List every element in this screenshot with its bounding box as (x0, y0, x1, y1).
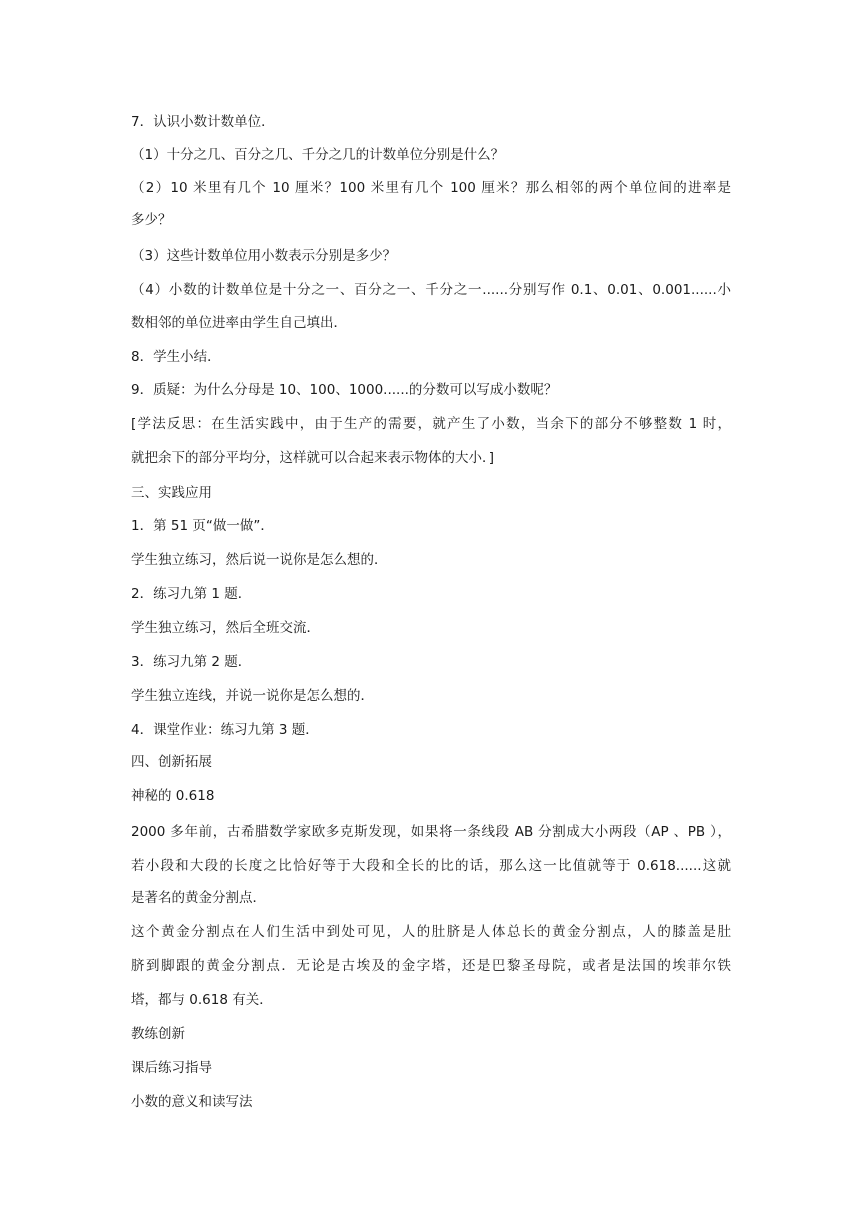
text-line: 小数的意义和读写法 (131, 1094, 253, 1110)
text-line: 若小段和大段的长度之比恰好等于大段和全长的比的话，那么这一比值就等于 0.618......这就 (131, 858, 731, 874)
section-heading: 三、实践应用 (131, 485, 212, 501)
text-line: 多少？ (131, 212, 172, 228)
text-line: 学生独立练习，然后全班交流． (131, 620, 320, 636)
text-line: 2000 多年前，古希腊数学家欧多克斯发现，如果将一条线段 AB 分割成大小两段（AP 、PB ）， (131, 824, 731, 840)
text-line: 学生独立练习，然后说一说你是怎么想的． (131, 552, 388, 568)
text-line: 神秘的 0.618 (131, 788, 215, 804)
text-line: （1）十分之几、百分之几、千分之几的计数单位分别是什么？ (131, 147, 505, 163)
text-line: 脐到脚跟的黄金分割点．无论是古埃及的金字塔，还是巴黎圣母院，或者是法国的埃菲尔铁 (131, 958, 731, 974)
text-line: （2）10 米里有几个 10 厘米？100 米里有几个 100 厘米？那么相邻的两个单位间的进率是 (131, 180, 731, 196)
text-line: [学法反思：在生活实践中，由于生产的需要，就产生了小数，当余下的部分不够整数 1 时， (131, 416, 731, 432)
text-line: 课后练习指导 (131, 1060, 212, 1076)
text-line: 4．课堂作业：练习九第 3 题． (131, 722, 319, 738)
text-line: 数相邻的单位进率由学生自己填出． (131, 315, 347, 331)
text-line: 就把余下的部分平均分，这样就可以合起来表示物体的大小．] (131, 450, 495, 466)
text-line: 1．第 51 页“做一做”． (131, 518, 274, 534)
text-line: 8．学生小结． (131, 349, 221, 365)
text-line: 这个黄金分割点在人们生活中到处可见，人的肚脐是人体总长的黄金分割点，人的膝盖是肚 (131, 924, 731, 940)
text-line: 3．练习九第 2 题． (131, 654, 252, 670)
text-line: 9．质疑：为什么分母是 10、100、1000......的分数可以写成小数呢？ (131, 382, 558, 398)
text-line: （3）这些计数单位用小数表示分别是多少？ (131, 248, 397, 264)
text-line: 塔，都与 0.618 有关． (131, 992, 273, 1008)
text-line: 2．练习九第 1 题． (131, 586, 252, 602)
text-line: 是著名的黄金分割点． (131, 890, 266, 906)
text-line: 教练创新 (131, 1026, 185, 1042)
text-line: 学生独立连线，并说一说你是怎么想的． (131, 688, 374, 704)
text-line: 7．认识小数计数单位． (131, 114, 275, 130)
text-line: （4）小数的计数单位是十分之一、百分之一、千分之一......分别写作 0.1、0.01、0.001......小 (131, 282, 731, 298)
section-heading: 四、创新拓展 (131, 754, 212, 770)
